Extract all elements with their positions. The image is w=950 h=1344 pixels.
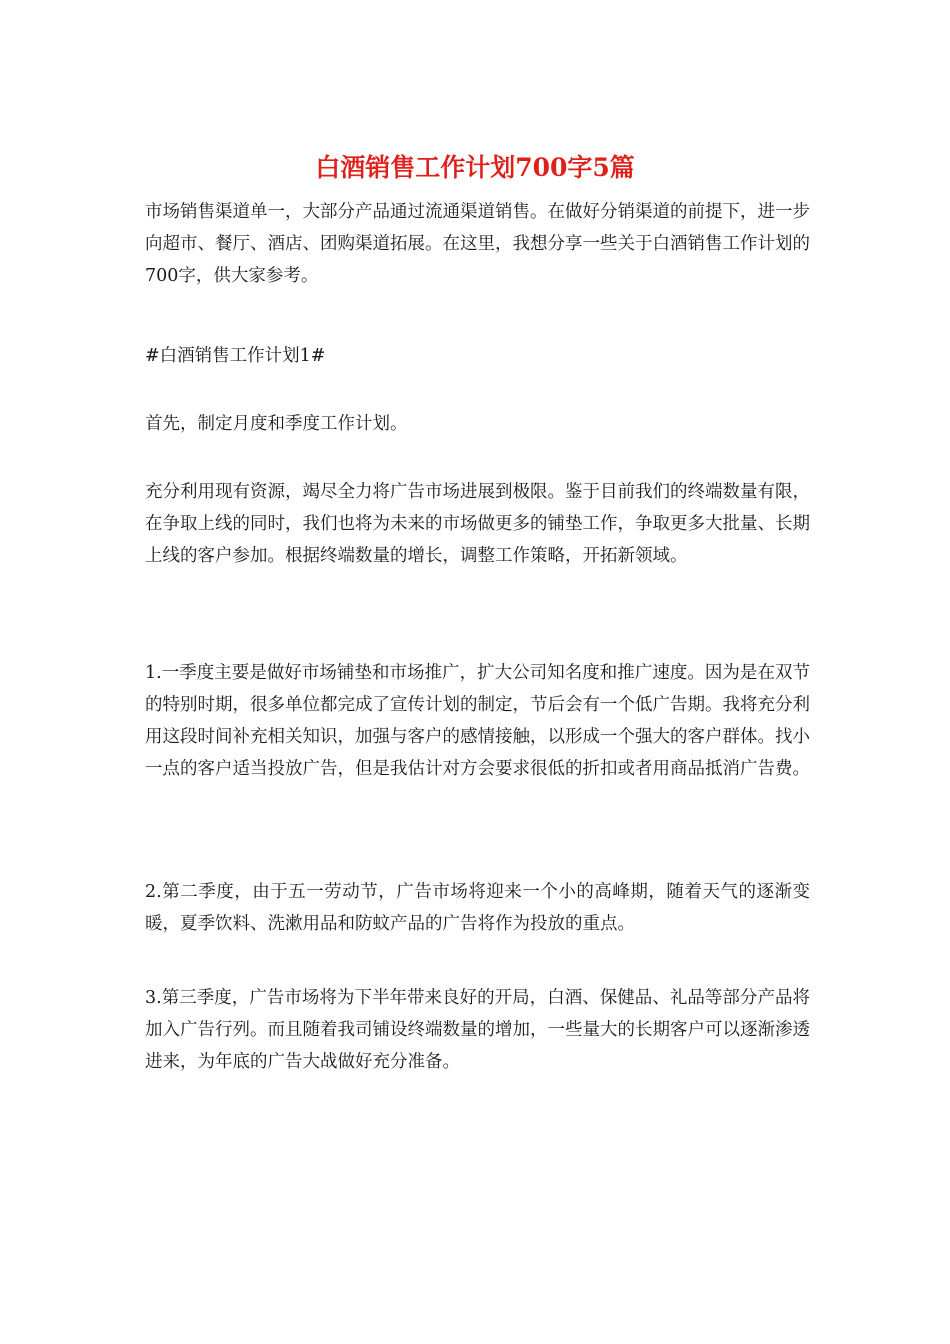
document-title: 白酒销售工作计划700字5篇 xyxy=(315,153,635,182)
q2-paragraph: 2.第二季度，由于五一劳动节，广告市场将迎来一个小的高峰期，随着天气的逐渐变暖，夏季饮料、洗漱用品和防蚊产品的广告将作为投放的重点。 xyxy=(145,882,810,934)
section-heading-1: #白酒销售工作计划1# xyxy=(145,346,326,366)
first-step-paragraph: 首先，制定月度和季度工作计划。 xyxy=(145,414,408,434)
intro-paragraph: 市场销售渠道单一，大部分产品通过流通渠道销售。在做好分销渠道的前提下，进一步向超市、餐厅、酒店、团购渠道拓展。在这里，我想分享一些关于白酒销售工作计划的700字，供大家参考。 xyxy=(145,202,810,286)
q3-paragraph: 3.第三季度，广告市场将为下半年带来良好的开局，白酒、保健品、礼品等部分产品将加入广告行列。而且随着我司铺设终端数量的增加，一些量大的长期客户可以逐渐渗透进来，为年底的广告大战做好充分准备。 xyxy=(145,988,810,1072)
resources-paragraph: 充分利用现有资源，竭尽全力将广告市场进展到极限。鉴于目前我们的终端数量有限，在争取上线的同时，我们也将为未来的市场做更多的铺垫工作，争取更多大批量、长期上线的客户参加。根据终端数量的增长，调整工作策略，开拓新领域。 xyxy=(145,482,810,566)
q1-paragraph: 1.一季度主要是做好市场铺垫和市场推广，扩大公司知名度和推广速度。因为是在双节的特别时期，很多单位都完成了宣传计划的制定，节后会有一个低广告期。我将充分利用这段时间补充相关知识，加强与客户的感情接触，以形成一个强大的客户群体。找小一点的客户适当投放广告，但是我估计对方会要求很低的折扣或者用商品抵消广告费。 xyxy=(145,663,810,779)
